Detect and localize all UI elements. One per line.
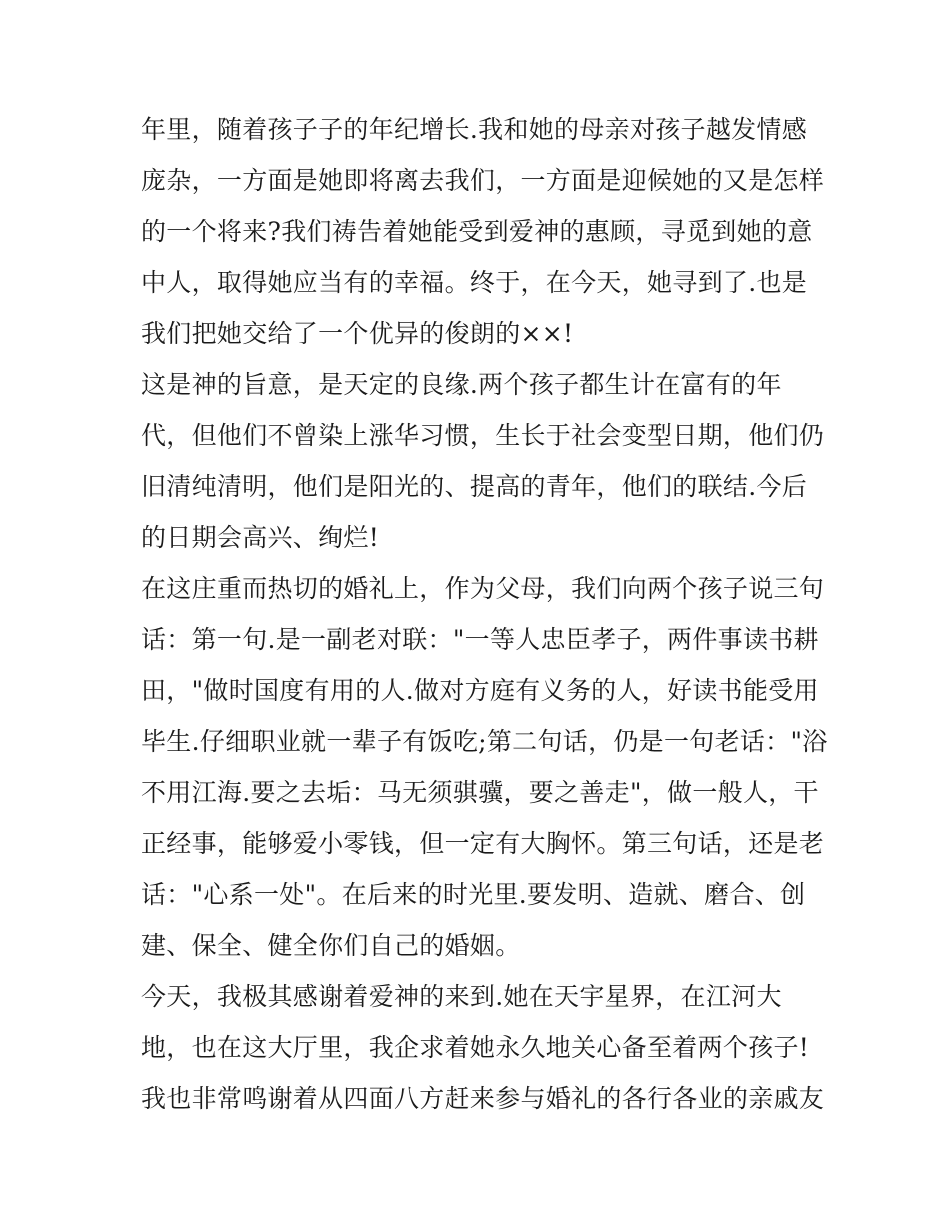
text-line: 田，"做时国度有用的人.做对方庭有义务的人，好读书能受用 <box>141 676 819 705</box>
text-line: 话："心系一处"。在后来的时光里.要发明、造就、磨合、创 <box>141 880 806 909</box>
text-line: 年里，随着孩子子的年纪增长.我和她的母亲对孩子越发情感 <box>141 115 808 144</box>
text-line: 旧清纯清明，他们是阳光的、提高的青年，他们的联结.今后 <box>141 472 808 501</box>
text-line: 代，但他们不曾染上涨华习惯，生长于社会变型日期，他们仍 <box>141 421 825 450</box>
text-line: 正经事，能够爱小零钱，但一定有大胸怀。第三句话，还是老 <box>141 829 825 858</box>
text-line: 庞杂，一方面是她即将离去我们，一方面是迎候她的又是怎样 <box>141 166 825 195</box>
text-line: 不用江海.要之去垢：马无须骐骥，要之善走"，做一般人，干 <box>141 778 819 807</box>
text-line: 中人，取得她应当有的幸福。终于，在今天，她寻到了.也是 <box>141 268 808 297</box>
text-line: 建、保全、健全你们自己的婚姻。 <box>141 931 521 960</box>
text-line: 毕生.仔细职业就一辈子有饭吃;第二句话，仍是一句老话："浴 <box>141 727 828 756</box>
text-line: 的日期会高兴、绚烂! <box>141 523 380 552</box>
text-line: 今天，我极其感谢着爱神的来到.她在天宇星界，在江河大 <box>141 982 782 1011</box>
text-line: 我们把她交给了一个优异的俊朗的××! <box>141 319 574 348</box>
text-line: 我也非常鸣谢着从四面八方赶来参与婚礼的各行各业的亲戚友 <box>141 1084 825 1113</box>
text-line: 话：第一句.是一副老对联："一等人忠臣孝子，两件事读书耕 <box>141 625 819 654</box>
body-text <box>141 104 831 1124</box>
text-line: 的一个将来?我们祷告着她能受到爱神的惠顾，寻觅到她的意 <box>141 217 813 246</box>
text-line: 这是神的旨意，是天定的良缘.两个孩子都生计在富有的年 <box>141 370 782 399</box>
text-line: 地，也在这大厅里，我企求着她永久地关心备至着两个孩子! <box>141 1033 810 1062</box>
text-line: 在这庄重而热切的婚礼上，作为父母，我们向两个孩子说三句 <box>141 574 825 603</box>
